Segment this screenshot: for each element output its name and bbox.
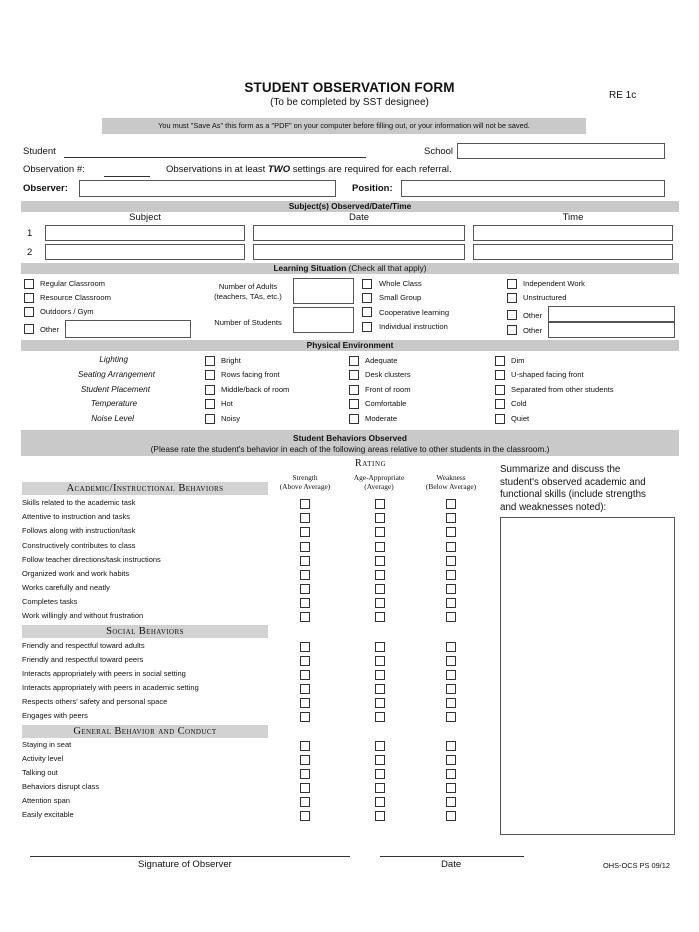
behavior-item: Organized work and work habits bbox=[22, 569, 130, 578]
u-shaped-label: U-shaped facing front bbox=[511, 370, 584, 379]
other-activity-2-checkbox[interactable] bbox=[507, 325, 517, 335]
rows-facing-front-checkbox[interactable] bbox=[205, 370, 215, 380]
behavior-item: Skills related to the academic task bbox=[22, 498, 136, 507]
date-2-field[interactable] bbox=[253, 244, 465, 260]
desk-clusters-label: Desk clusters bbox=[365, 370, 411, 379]
behavior-item: Friendly and respectful toward adults bbox=[22, 641, 145, 650]
behavior-item: Interacts appropriately with peers in academic setting bbox=[22, 683, 199, 692]
rating-strength-checkbox[interactable] bbox=[300, 642, 310, 652]
rating-age-appropriate-checkbox[interactable] bbox=[375, 698, 385, 708]
individual-instruction-checkbox[interactable] bbox=[362, 322, 372, 332]
signature-label: Signature of Observer bbox=[138, 859, 232, 870]
rating-weakness-checkbox[interactable] bbox=[446, 642, 456, 652]
observation-note: Observations in at least TWO settings are required for each referral. bbox=[166, 164, 452, 175]
rating-strength-checkbox[interactable] bbox=[300, 684, 310, 694]
observer-field[interactable] bbox=[79, 180, 336, 197]
rating-strength-checkbox[interactable] bbox=[300, 755, 310, 765]
unstructured-checkbox[interactable] bbox=[507, 293, 517, 303]
rating-strength-checkbox[interactable] bbox=[300, 598, 310, 608]
time-column-header: Time bbox=[562, 212, 584, 223]
student-label: Student bbox=[23, 146, 56, 157]
noise-level-label: Noise Level bbox=[91, 414, 134, 423]
academic-behaviors-section-title: Academic/Instructional Behaviors bbox=[22, 482, 268, 495]
dim-label: Dim bbox=[511, 356, 525, 365]
rating-strength-checkbox[interactable] bbox=[300, 656, 310, 666]
middle-back-checkbox[interactable] bbox=[205, 385, 215, 395]
rating-age-appropriate-checkbox[interactable] bbox=[375, 783, 385, 793]
behavior-item: Engages with peers bbox=[22, 711, 88, 720]
rating-age-appropriate-checkbox[interactable] bbox=[375, 642, 385, 652]
rating-weakness-checkbox[interactable] bbox=[446, 527, 456, 537]
rating-strength-checkbox[interactable] bbox=[300, 670, 310, 680]
signature-line[interactable] bbox=[30, 856, 350, 857]
rating-weakness-checkbox[interactable] bbox=[446, 612, 456, 622]
rating-weakness-checkbox[interactable] bbox=[446, 598, 456, 608]
rating-age-appropriate-checkbox[interactable] bbox=[375, 769, 385, 779]
rating-strength-checkbox[interactable] bbox=[300, 741, 310, 751]
form-subtitle: (To be completed by SST designee) bbox=[270, 97, 429, 108]
rating-strength-checkbox[interactable] bbox=[300, 513, 310, 523]
rating-age-appropriate-checkbox[interactable] bbox=[375, 513, 385, 523]
behavior-item: Completes tasks bbox=[22, 597, 78, 606]
rating-strength-checkbox[interactable] bbox=[300, 499, 310, 509]
behavior-item: Talking out bbox=[22, 768, 58, 777]
rating-age-appropriate-checkbox[interactable] bbox=[375, 542, 385, 552]
other-activity-2-label: Other bbox=[523, 326, 542, 335]
strength-column-header: Strength (Above Average) bbox=[279, 473, 331, 491]
dim-checkbox[interactable] bbox=[495, 356, 505, 366]
rating-weakness-checkbox[interactable] bbox=[446, 684, 456, 694]
rating-strength-checkbox[interactable] bbox=[300, 797, 310, 807]
weakness-column-header: Weakness (Below Average) bbox=[425, 473, 477, 491]
outdoors-gym-checkbox[interactable] bbox=[24, 307, 34, 317]
row-number-1: 1 bbox=[27, 228, 33, 239]
rating-weakness-checkbox[interactable] bbox=[446, 499, 456, 509]
cooperative-learning-label: Cooperative learning bbox=[379, 308, 450, 317]
rating-strength-checkbox[interactable] bbox=[300, 542, 310, 552]
front-of-room-checkbox[interactable] bbox=[349, 385, 359, 395]
rating-strength-checkbox[interactable] bbox=[300, 783, 310, 793]
date-label: Date bbox=[441, 859, 462, 870]
bright-label: Bright bbox=[221, 356, 241, 365]
behavior-item: Follows along with instruction/task bbox=[22, 526, 136, 535]
subject-column-header: Subject bbox=[129, 212, 161, 223]
rating-strength-checkbox[interactable] bbox=[300, 712, 310, 722]
rating-age-appropriate-checkbox[interactable] bbox=[375, 556, 385, 566]
other-setting-checkbox[interactable] bbox=[24, 324, 34, 334]
social-behaviors-section-title: Social Behaviors bbox=[22, 625, 268, 638]
rating-age-appropriate-checkbox[interactable] bbox=[375, 811, 385, 821]
unstructured-label: Unstructured bbox=[523, 293, 567, 302]
middle-back-label: Middle/back of room bbox=[221, 385, 290, 394]
rating-age-appropriate-checkbox[interactable] bbox=[375, 755, 385, 765]
rating-strength-checkbox[interactable] bbox=[300, 584, 310, 594]
rating-weakness-checkbox[interactable] bbox=[446, 755, 456, 765]
behavior-item: Interacts appropriately with peers in social setting bbox=[22, 669, 186, 678]
rating-weakness-checkbox[interactable] bbox=[446, 797, 456, 807]
behavior-item: Attention span bbox=[22, 796, 70, 805]
desk-clusters-checkbox[interactable] bbox=[349, 370, 359, 380]
date-column-header: Date bbox=[348, 212, 370, 223]
rating-weakness-checkbox[interactable] bbox=[446, 542, 456, 552]
rating-strength-checkbox[interactable] bbox=[300, 811, 310, 821]
quiet-label: Quiet bbox=[511, 414, 530, 423]
student-field[interactable] bbox=[64, 157, 366, 158]
age-appropriate-column-header: Age-Appropriate (Average) bbox=[353, 473, 405, 491]
rating-weakness-checkbox[interactable] bbox=[446, 556, 456, 566]
rating-weakness-checkbox[interactable] bbox=[446, 513, 456, 523]
rating-weakness-checkbox[interactable] bbox=[446, 811, 456, 821]
behavior-item: Easily excitable bbox=[22, 810, 74, 819]
rating-age-appropriate-checkbox[interactable] bbox=[375, 598, 385, 608]
rating-age-appropriate-checkbox[interactable] bbox=[375, 712, 385, 722]
other-activity-2-field[interactable] bbox=[548, 322, 675, 338]
physical-environment-bar: Physical Environment bbox=[21, 340, 679, 351]
rating-age-appropriate-checkbox[interactable] bbox=[375, 612, 385, 622]
rating-age-appropriate-checkbox[interactable] bbox=[375, 670, 385, 680]
rating-strength-checkbox[interactable] bbox=[300, 612, 310, 622]
rating-age-appropriate-checkbox[interactable] bbox=[375, 499, 385, 509]
outdoors-gym-label: Outdoors / Gym bbox=[40, 307, 94, 316]
hot-label: Hot bbox=[221, 399, 233, 408]
row-number-2: 2 bbox=[27, 247, 33, 258]
rating-weakness-checkbox[interactable] bbox=[446, 698, 456, 708]
hot-checkbox[interactable] bbox=[205, 399, 215, 409]
date-1-field[interactable] bbox=[253, 225, 465, 241]
position-label: Position: bbox=[352, 183, 393, 194]
behaviors-bar bbox=[21, 430, 679, 456]
rating-weakness-checkbox[interactable] bbox=[446, 584, 456, 594]
behavior-item: Attentive to instruction and tasks bbox=[22, 512, 130, 521]
number-of-adults-field[interactable] bbox=[293, 278, 354, 304]
observer-label: Observer: bbox=[23, 183, 68, 194]
behavior-item: Constructively contributes to class bbox=[22, 541, 136, 550]
form-code: RE 1c bbox=[609, 90, 637, 101]
rating-label: Rating bbox=[355, 458, 387, 469]
independent-work-label: Independent Work bbox=[523, 279, 585, 288]
summary-instructions: Summarize and discuss the student's observed academic and functional skills (include strengths and weaknesses noted): bbox=[500, 464, 646, 513]
moderate-label: Moderate bbox=[365, 414, 398, 423]
bright-checkbox[interactable] bbox=[205, 356, 215, 366]
other-activity-1-field[interactable] bbox=[548, 306, 675, 322]
time-2-field[interactable] bbox=[473, 244, 673, 260]
moderate-checkbox[interactable] bbox=[349, 414, 359, 424]
rating-weakness-checkbox[interactable] bbox=[446, 783, 456, 793]
rating-strength-checkbox[interactable] bbox=[300, 698, 310, 708]
number-of-adults-label: Number of Adults (teachers, TAs, etc.) bbox=[214, 282, 282, 301]
rating-weakness-checkbox[interactable] bbox=[446, 769, 456, 779]
whole-class-label: Whole Class bbox=[379, 279, 422, 288]
front-of-room-label: Front of room bbox=[365, 385, 411, 394]
rating-weakness-checkbox[interactable] bbox=[446, 570, 456, 580]
cold-label: Cold bbox=[511, 399, 527, 408]
noisy-checkbox[interactable] bbox=[205, 414, 215, 424]
behavior-item: Work willingly and without frustration bbox=[22, 611, 144, 620]
noisy-label: Noisy bbox=[221, 414, 240, 423]
document-code: OHS-OCS PS 09/12 bbox=[603, 861, 670, 870]
cooperative-learning-checkbox[interactable] bbox=[362, 307, 372, 317]
behavior-item: Staying in seat bbox=[22, 740, 72, 749]
rating-strength-checkbox[interactable] bbox=[300, 556, 310, 566]
behavior-item: Activity level bbox=[22, 754, 64, 763]
rating-age-appropriate-checkbox[interactable] bbox=[375, 741, 385, 751]
regular-classroom-label: Regular Classroom bbox=[40, 279, 105, 288]
rating-age-appropriate-checkbox[interactable] bbox=[375, 527, 385, 537]
adequate-label: Adequate bbox=[365, 356, 398, 365]
quiet-checkbox[interactable] bbox=[495, 414, 505, 424]
subject-1-field[interactable] bbox=[45, 225, 245, 241]
resource-classroom-checkbox[interactable] bbox=[24, 293, 34, 303]
comfortable-checkbox[interactable] bbox=[349, 399, 359, 409]
behaviors-bar-title: Student Behaviors Observed bbox=[293, 433, 407, 443]
number-of-students-field[interactable] bbox=[293, 307, 354, 333]
rating-age-appropriate-checkbox[interactable] bbox=[375, 797, 385, 807]
other-activity-1-checkbox[interactable] bbox=[507, 310, 517, 320]
rating-age-appropriate-checkbox[interactable] bbox=[375, 584, 385, 594]
whole-class-checkbox[interactable] bbox=[362, 279, 372, 289]
school-field[interactable] bbox=[457, 143, 665, 159]
number-of-students-label: Number of Students bbox=[214, 318, 282, 327]
rating-strength-checkbox[interactable] bbox=[300, 769, 310, 779]
behavior-item: Respects others' safety and personal space bbox=[22, 697, 168, 706]
behavior-item: Works carefully and neatly bbox=[22, 583, 110, 592]
small-group-checkbox[interactable] bbox=[362, 293, 372, 303]
rating-age-appropriate-checkbox[interactable] bbox=[375, 656, 385, 666]
other-activity-1-label: Other bbox=[523, 311, 542, 320]
form-title: STUDENT OBSERVATION FORM bbox=[244, 80, 455, 95]
subject-2-field[interactable] bbox=[45, 244, 245, 260]
summary-textarea[interactable] bbox=[500, 517, 675, 835]
position-field[interactable] bbox=[401, 180, 665, 197]
small-group-label: Small Group bbox=[379, 293, 422, 302]
rating-weakness-checkbox[interactable] bbox=[446, 741, 456, 751]
resource-classroom-label: Resource Classroom bbox=[40, 293, 111, 302]
adequate-checkbox[interactable] bbox=[349, 356, 359, 366]
rating-age-appropriate-checkbox[interactable] bbox=[375, 684, 385, 694]
rating-strength-checkbox[interactable] bbox=[300, 527, 310, 537]
rating-strength-checkbox[interactable] bbox=[300, 570, 310, 580]
rating-age-appropriate-checkbox[interactable] bbox=[375, 570, 385, 580]
time-1-field[interactable] bbox=[473, 225, 673, 241]
rows-facing-front-label: Rows facing front bbox=[221, 370, 280, 379]
lighting-label: Lighting bbox=[99, 355, 128, 364]
behavior-item: Behaviors disrupt class bbox=[22, 782, 100, 791]
save-notice: You must "Save As" this form as a "PDF" on your computer before filling out, or your information will not be saved. bbox=[102, 118, 586, 134]
rating-weakness-checkbox[interactable] bbox=[446, 656, 456, 666]
general-behavior-section-title: General Behavior and Conduct bbox=[22, 725, 268, 738]
behaviors-bar-note: (Please rate the student's behavior in each of the following areas relative to other students in the classroom.) bbox=[150, 444, 550, 454]
seating-arrangement-label: Seating Arrangement bbox=[77, 370, 155, 379]
date-line[interactable] bbox=[380, 856, 524, 857]
other-setting-field[interactable] bbox=[65, 320, 191, 338]
separated-checkbox[interactable] bbox=[495, 385, 505, 395]
regular-classroom-checkbox[interactable] bbox=[24, 279, 34, 289]
other-setting-label: Other bbox=[40, 325, 59, 334]
subjects-bar: Subject(s) Observed/Date/Time bbox=[21, 201, 679, 212]
observation-number-label: Observation #: bbox=[23, 164, 85, 175]
independent-work-checkbox[interactable] bbox=[507, 279, 517, 289]
rating-weakness-checkbox[interactable] bbox=[446, 712, 456, 722]
temperature-label: Temperature bbox=[90, 399, 137, 408]
school-label: School bbox=[424, 146, 454, 157]
behavior-item: Follow teacher directions/task instructions bbox=[22, 555, 161, 564]
cold-checkbox[interactable] bbox=[495, 399, 505, 409]
u-shaped-checkbox[interactable] bbox=[495, 370, 505, 380]
student-placement-label: Student Placement bbox=[80, 385, 150, 394]
separated-label: Separated from other students bbox=[511, 385, 614, 394]
individual-instruction-label: Individual instruction bbox=[379, 322, 448, 331]
rating-weakness-checkbox[interactable] bbox=[446, 670, 456, 680]
learning-situation-bar: Learning Situation (Check all that apply) bbox=[21, 263, 679, 274]
comfortable-label: Comfortable bbox=[365, 399, 407, 408]
behavior-item: Friendly and respectful toward peers bbox=[22, 655, 144, 664]
observation-number-field[interactable] bbox=[104, 176, 150, 177]
